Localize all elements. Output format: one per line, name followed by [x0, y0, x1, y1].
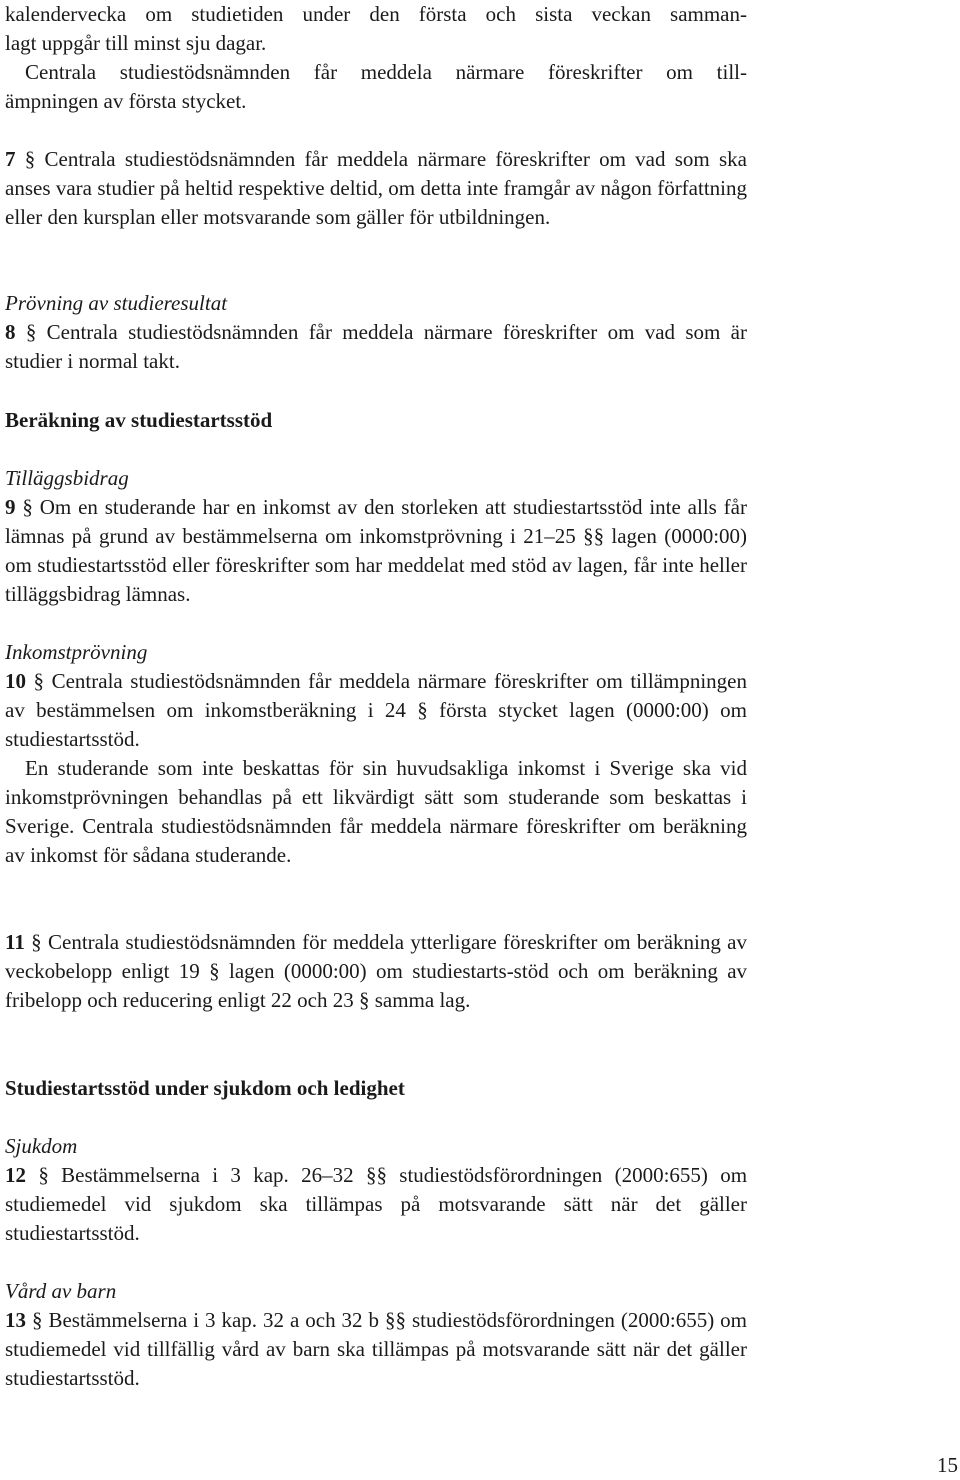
section-text-a: Centrala studiestödsnämnden för meddela ytterligare föreskrifter om beräkning av veckobelopp enligt 19: [5, 930, 748, 983]
section-sign-2: §: [417, 698, 428, 722]
section-sign: §: [31, 930, 42, 954]
section-text-b: studiestödsförordningen (2000:655) om studiemedel vid sjukdom ska tillämpas på motsvarande sätt när det gäller studiestartsstöd.: [5, 1163, 748, 1245]
section-sign-double: §§: [365, 1163, 387, 1187]
subheading-tillaggsbidrag: Tilläggsbidrag: [5, 466, 129, 490]
section-text: Centrala studiestödsnämnden får meddela närmare föreskrifter om vad som ska anses vara studier på heltid respektive deltid, om detta inte framgår av någon författning eller den kursplan eller motsvarande som gäller för utbildningen.: [5, 147, 747, 229]
section-text-a: Centrala studiestödsnämnden får meddela närmare föreskrifter om tillämpningen av bestämmelsen om inkomstberäkning i 24: [5, 669, 747, 722]
section-sign-double: §§: [384, 1308, 406, 1332]
section-9-block: [5, 464, 747, 609]
section-sign: §: [25, 320, 37, 344]
subheading-provning-block: [5, 289, 747, 376]
section-13-block: [5, 1277, 747, 1393]
section-number: 7: [5, 147, 16, 171]
section-text-b: lagen (0000:00) om studiestarts-stöd och om beräkning av fribelopp och reducering enligt 22 och 23: [5, 959, 748, 1012]
section-sign: §: [31, 1308, 43, 1332]
heading-sjukdom-block: [5, 1074, 747, 1103]
section-7: [5, 145, 747, 232]
section-text-b: första stycket lagen (0000:00) om studiestartsstöd.: [5, 698, 747, 751]
section-number: 10: [5, 669, 26, 693]
section-12-block: [5, 1132, 747, 1248]
section-number: 12: [5, 1163, 26, 1187]
section-sign: §: [33, 669, 45, 693]
section-text-a: Bestämmelserna i 3 kap. 32 a och 32 b: [48, 1308, 379, 1332]
section-number: 13: [5, 1308, 26, 1332]
section-10-para-2: En studerande som inte beskattas för sin huvudsakliga inkomst i Sverige ska vid inkomstprövningen behandlas på ett likvärdigt sätt som studerande som beskattas i Sverige. Centrala studiestödsnämnden får meddela närmare föreskrifter om beräkning av inkomst för sådana studerande.: [5, 756, 747, 867]
section-sign: §: [24, 147, 36, 171]
section-text-a: Bestämmelserna i 3 kap. 26–32: [61, 1163, 354, 1187]
subheading-provning: Prövning av studieresultat: [5, 291, 228, 315]
intro-line-1: kalendervecka om studietiden under den första och sista veckan samman-: [5, 2, 747, 26]
section-number: 11: [5, 930, 25, 954]
section-text-c: samma lag.: [374, 988, 471, 1012]
section-sign: §: [38, 1163, 49, 1187]
section-number: 9: [5, 495, 16, 519]
heading-sjukdom-ledighet: Studiestartsstöd under sjukdom och ledighet: [5, 1076, 405, 1100]
intro-para-2b: ämpningen av första stycket.: [5, 89, 247, 113]
heading-berakning-block: [5, 406, 747, 435]
section-10-block: [5, 638, 747, 870]
section-11-block: [5, 928, 747, 1015]
section-number: 8: [5, 320, 16, 344]
subheading-vard-av-barn: Vård av barn: [5, 1279, 117, 1303]
section-text: Centrala studiestödsnämnden får meddela närmare föreskrifter om vad som är studier i normal takt.: [5, 320, 747, 373]
section-sign: §: [22, 495, 33, 519]
section-text-b: lagen (0000:00) om studiestartsstöd eller föreskrifter som har meddelat med stöd av lagen, får inte heller tilläggsbidrag lämnas.: [5, 524, 748, 606]
intro-para-2: Centrala studiestödsnämnden får meddela närmare föreskrifter om till-: [25, 60, 747, 84]
section-sign-3: §: [358, 988, 370, 1012]
section-sign-double: §§: [583, 524, 605, 548]
page-number: 15: [937, 1453, 958, 1477]
subheading-inkomstprovning: Inkomstprövning: [5, 640, 148, 664]
intro-line-2: lagt uppgår till minst sju dagar.: [5, 31, 267, 55]
section-text-a: Om en studerande har en inkomst av den storleken att studiestartsstöd inte alls får lämnas på grund av bestämmelserna om inkomstprövning i 21–25: [5, 495, 747, 548]
heading-berakning: Beräkning av studiestartsstöd: [5, 408, 273, 432]
section-sign-2: §: [209, 959, 220, 983]
intro-block: [5, 0, 747, 116]
subheading-sjukdom: Sjukdom: [5, 1134, 78, 1158]
section-text-b: studiestödsförordningen (2000:655) om studiemedel vid tillfällig vård av barn ska tillämpas på motsvarande sätt när det gäller studiestartsstöd.: [5, 1308, 747, 1390]
